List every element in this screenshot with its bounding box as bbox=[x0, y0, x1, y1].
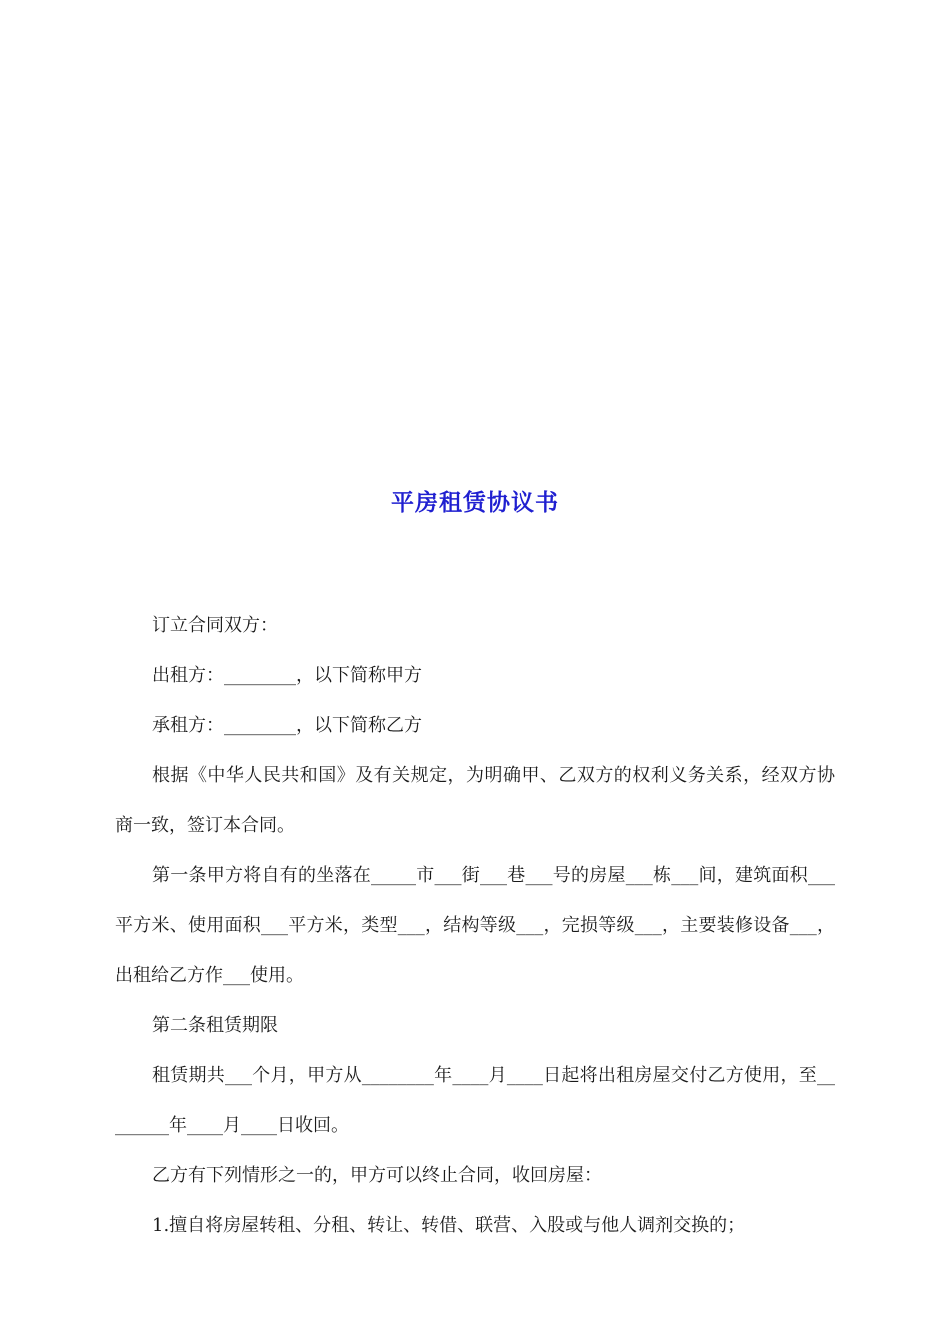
paragraph-article-2-heading: 第二条租赁期限 bbox=[152, 1015, 278, 1036]
paragraph-basis: 根据《中华人民共和国》及有关规定，为明确甲、乙双方的权利义务关系，经双方协商一致，签订本合同。 bbox=[115, 765, 835, 836]
document-title: 平房租赁协议书 bbox=[391, 489, 559, 516]
paragraph-article-1: 第一条甲方将自有的坐落在_____市___街___巷___号的房屋___栋___间，建筑面积___平方米、使用面积___平方米，类型___，结构等级___，完损等级___，主要装修设备___，出租给乙方作___使用。 bbox=[115, 865, 835, 986]
paragraph-lessee: 承租方：________，以下简称乙方 bbox=[152, 715, 422, 736]
document-body bbox=[115, 601, 835, 1251]
paragraph-lessor: 出租方：________，以下简称甲方 bbox=[152, 665, 422, 686]
paragraph-parties-intro: 订立合同双方： bbox=[152, 615, 278, 636]
paragraph-lease-term: 租赁期共___个月，甲方从________年____月____日起将出租房屋交付乙方使用，至________年____月____日收回。 bbox=[115, 1065, 835, 1136]
paragraph-termination-conditions: 乙方有下列情形之一的，甲方可以终止合同，收回房屋： bbox=[152, 1165, 602, 1186]
paragraph-condition-1: 1.擅自将房屋转租、分租、转让、转借、联营、入股或与他人调剂交换的； bbox=[152, 1215, 746, 1236]
